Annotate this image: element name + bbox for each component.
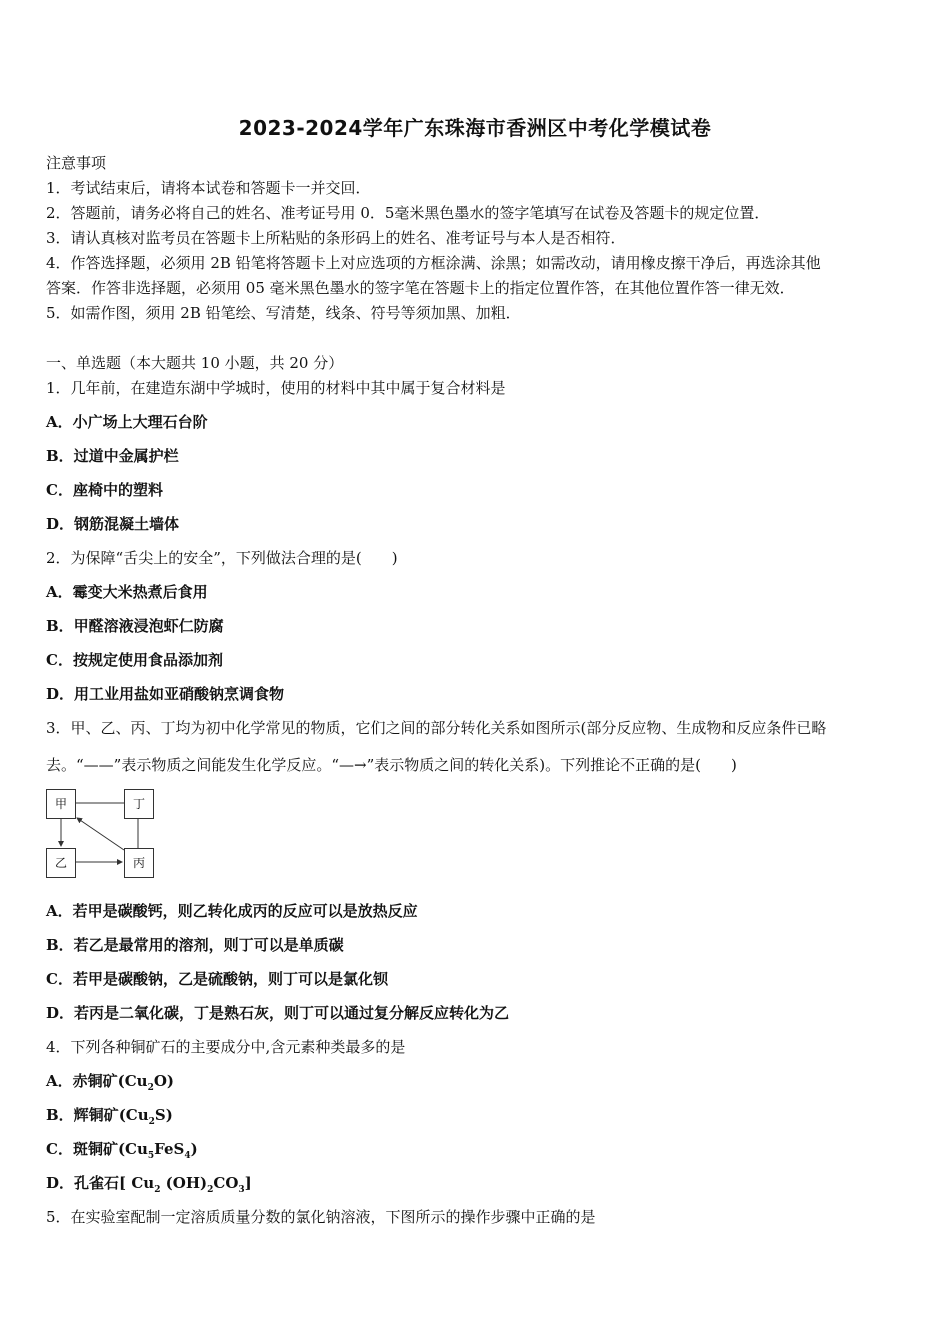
q4-option-a — [46, 1070, 174, 1093]
notice-item: 2．答题前，请务必将自己的姓名、准考证号用 0．5毫米黑色墨水的签字笔填写在试卷及答题卡的规定位置． — [46, 204, 770, 222]
question-5-stem: 5．在实验室配制一定溶质质量分数的氯化钠溶液，下图所示的操作步骤中正确的是 — [46, 1208, 596, 1226]
conversion-diagram — [44, 788, 156, 880]
question-3-stem-line2: 去。“——”表示物质之间能发生化学反应。“—→”表示物质之间的转化关系)。下列推论不正确的是( ) — [46, 756, 737, 774]
q1-option-b: B．过道中金属护栏 — [46, 447, 179, 465]
notice-item: 1．考试结束后，请将本试卷和答题卡一并交回． — [46, 179, 371, 197]
notice-heading: 注意事项 — [46, 154, 107, 172]
q1-option-c: C．座椅中的塑料 — [46, 481, 163, 499]
node-ding: 丁 — [124, 789, 154, 819]
notice-item: 3．请认真核对监考员在答题卡上所粘贴的条形码上的姓名、准考证号与本人是否相符． — [46, 229, 626, 247]
notice-item: 答案．作答非选择题，必须用 05 毫米黑色墨水的签字笔在答题卡上的指定位置作答，在其他位置作答一律无效． — [46, 279, 795, 297]
formula-part: FeS — [154, 1140, 185, 1158]
option-label: B．辉铜矿 — [46, 1106, 119, 1124]
page-title: 2023-2024学年广东珠海市香洲区中考化学模试卷 — [238, 116, 712, 140]
formula-part: (OH) — [160, 1174, 208, 1192]
formula-subscript: 5 — [147, 1151, 155, 1161]
q4-option-c — [46, 1138, 198, 1161]
node-yi: 乙 — [46, 848, 76, 878]
q1-option-d: D．钢筋混凝土墙体 — [46, 515, 180, 533]
section-heading: 一、单选题（本大题共 10 小题，共 20 分） — [46, 354, 344, 372]
question-1-stem: 1．几年前，在建造东湖中学城时，使用的材料中其中属于复合材料是 — [46, 379, 506, 397]
formula-part: (Cu — [117, 1072, 148, 1090]
formula-part: [ Cu — [119, 1174, 155, 1192]
q2-option-a: A．霉变大米热煮后食用 — [46, 583, 208, 601]
q2-option-c: C．按规定使用食品添加剂 — [46, 651, 223, 669]
formula-subscript: 2 — [148, 1117, 155, 1127]
question-3-stem-line1: 3．甲、乙、丙、丁均为初中化学常见的物质，它们之间的部分转化关系如图所示(部分反应物、生成物和反应条件已略 — [46, 719, 827, 737]
formula-subscript: 2 — [147, 1083, 154, 1093]
formula-part: O) — [153, 1072, 175, 1090]
question-4-stem: 4．下列各种铜矿石的主要成分中,含元素种类最多的是 — [46, 1038, 406, 1056]
node-bing: 丙 — [124, 848, 154, 878]
question-2-stem: 2．为保障“舌尖上的安全”，下列做法合理的是( ) — [46, 549, 398, 567]
formula-subscript: 4 — [184, 1151, 191, 1161]
q3-option-b: B．若乙是最常用的溶剂，则丁可以是单质碳 — [46, 936, 344, 954]
formula-part: CO — [213, 1174, 239, 1192]
q3-option-c: C．若甲是碳酸钠，乙是硫酸钠，则丁可以是氯化钡 — [46, 970, 388, 988]
q1-option-a: A．小广场上大理石台阶 — [46, 413, 208, 431]
formula-subscript: 3 — [238, 1185, 245, 1195]
formula-subscript: 2 — [154, 1185, 161, 1195]
q2-option-b: B．甲醛溶液浸泡虾仁防腐 — [46, 617, 224, 635]
node-jia: 甲 — [46, 789, 76, 819]
option-label: C．斑铜矿 — [46, 1140, 118, 1158]
q4-option-d — [46, 1172, 252, 1195]
q4-option-b — [46, 1104, 173, 1127]
formula-part: (Cu — [118, 1106, 149, 1124]
bing-to-jia-arrow — [77, 818, 124, 850]
formula-part: (Cu — [117, 1140, 148, 1158]
q2-option-d: D．用工业用盐如亚硝酸钠烹调食物 — [46, 685, 285, 703]
notice-item: 5．如需作图，须用 2B 铅笔绘、写清楚，线条、符号等须加黑、加粗． — [46, 304, 521, 322]
notice-item: 4．作答选择题，必须用 2B 铅笔将答题卡上对应选项的方框涂满、涂黑；如需改动，请用橡皮擦干净后，再选涂其他 — [46, 254, 821, 272]
formula-part: S) — [154, 1106, 173, 1124]
option-label: A．赤铜矿 — [46, 1072, 118, 1090]
q3-option-d: D．若丙是二氧化碳，丁是熟石灰，则丁可以通过复分解反应转化为乙 — [46, 1004, 510, 1022]
option-label: D．孔雀石 — [46, 1174, 120, 1192]
q3-option-a: A．若甲是碳酸钙，则乙转化成丙的反应可以是放热反应 — [46, 902, 418, 920]
formula-part: ] — [244, 1174, 252, 1192]
formula-subscript: 2 — [207, 1185, 214, 1195]
formula-part: ) — [190, 1140, 198, 1158]
